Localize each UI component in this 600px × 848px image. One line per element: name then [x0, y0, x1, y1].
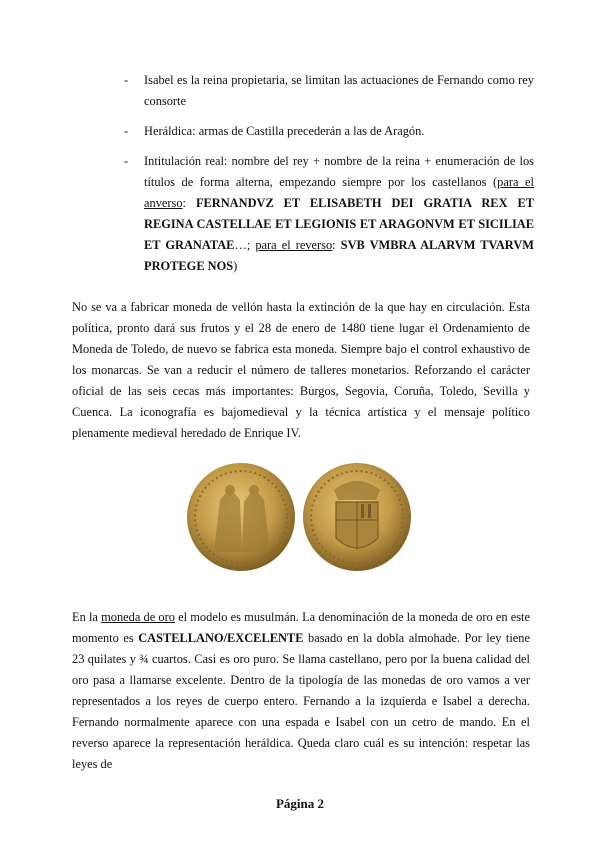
reverso-legend: SVB VMBRA ALARVM TVARVM PROTEGE NOS	[144, 238, 534, 273]
text: el modelo es musulmán. La denominación de la moneda de oro en este momento es	[72, 610, 530, 645]
bullet-text: Isabel es la reina propietaria, se limitan las actuaciones de Fernando como rey consorte	[144, 73, 534, 108]
moneda-oro-link[interactable]: moneda de oro	[101, 610, 175, 624]
bullet-item	[124, 121, 534, 142]
text: En la	[72, 610, 102, 624]
ellipsis: …;	[234, 238, 256, 252]
close-paren: )	[233, 259, 238, 273]
bullet-item	[124, 70, 534, 112]
paragraph-moneda-oro	[72, 607, 530, 775]
bullet-dash: -	[124, 154, 129, 168]
bullet-text: Heráldica: armas de Castilla precederán a las de Aragón.	[144, 124, 425, 138]
bullet-dash: -	[124, 124, 129, 138]
castellano-excelente: CASTELLANO/EXCELENTE	[138, 631, 304, 645]
gold-coins-image	[184, 460, 416, 574]
bullet-dash: -	[124, 73, 129, 87]
coin-reverse	[303, 463, 411, 571]
paragraph-vellon: No se va a fabricar moneda de vellón hasta la extinción de la que hay en circulación. Esta política, pronto dará sus frutos y el 28 de enero de 1480 tiene lugar el Ordenamiento de Moneda de Toledo, de nuevo se fabrica esta moneda. Siempre bajo el control exhaustivo de los monarcas. Se van a reducir el número de talleres monetarios. Reforzando el carácter oficial de las seis cecas más importantes: Burgos, Segovia, Coruña, Toledo, Sevilla y Cuenca. La iconografía es bajomedieval y la técnica artística y el mensaje político plenamente medieval heredado de Enrique IV.	[72, 300, 530, 440]
anverso-label: para el anverso	[144, 175, 534, 210]
bullet-text	[144, 151, 534, 277]
coin-obverse	[187, 463, 295, 571]
bullet-item	[124, 151, 534, 277]
intitulacion-intro: Intitulación real: nombre del rey + nombre de la reina + enumeración de los títulos de forma alterna, empezando siempre por los castellanos (	[144, 154, 534, 189]
reverso-label: para el reverso	[255, 238, 333, 252]
colon: :	[182, 196, 196, 210]
bullet-list	[124, 70, 534, 286]
anverso-legend: FERNANDVZ ET ELISABETH DEI GRATIA REX ET REGINA CASTELLAE ET LEGIONIS ET ARAGONVM ET SICILIAE ET GRANATAE	[144, 196, 534, 252]
page-number: Página 2	[275, 796, 325, 811]
text: basado en la dobla almohade. Por ley tiene 23 quilates y ¾ cuartos. Casi es oro puro. Se llama castellano, pero por la buena calidad del oro pasa a llamarse excelente. Dentro de la tipología de las monedas de oro vamos a ver representados a los reyes de cuerpo entero. Fernando a la izquierda e Isabel a derecha. Fernando normalmente aparece con una espada e Isabel con un cetro de mando. En el reverso aparece la representación heráldica. Queda claro cuál es su intención: respetar las leyes de	[72, 631, 531, 771]
colon: :	[332, 238, 341, 252]
